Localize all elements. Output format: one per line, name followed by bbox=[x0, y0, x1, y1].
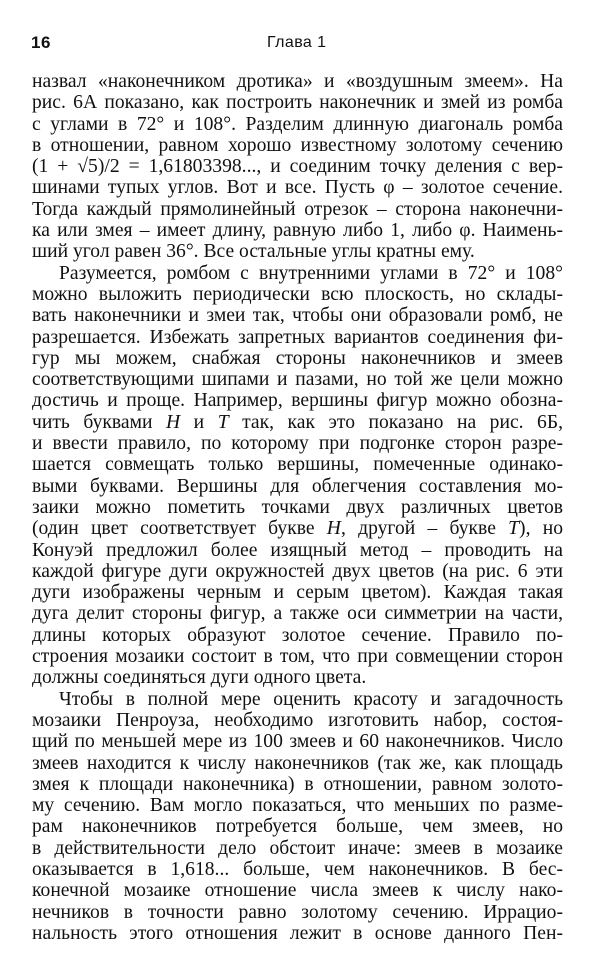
text-line: должны соединяться дуги одного цвета. bbox=[32, 667, 367, 689]
text-line: каждой фигуре дуги окружностей двух цветов (на рис. 6 эти bbox=[32, 560, 563, 582]
text-line: конечной мозаике отношение числа змеев к числу нако- bbox=[32, 880, 563, 902]
paragraph-1 bbox=[32, 71, 563, 263]
text-line: достичь и проще. Например, вершины фигур можно обозна- bbox=[32, 390, 563, 412]
text-line: Тогда каждый прямолинейный отрезок – сторона наконечни- bbox=[32, 198, 563, 220]
text-line: змея к площади наконечника) в отношении, равном золото- bbox=[32, 773, 563, 795]
text-line: длины которых образуют золотое сечение. Правило по- bbox=[32, 624, 563, 646]
paragraph-3 bbox=[32, 689, 563, 945]
text-line: рам наконечников потребуется больше, чем змеев, но bbox=[32, 816, 563, 838]
text-line: в отношении, равном хорошо известному золотому сечению bbox=[32, 134, 563, 156]
text-line: можно выложить периодически всю плоскость, но склады- bbox=[32, 283, 563, 305]
text-line: назвал «наконечником дротика» и «воздушным змеем». На bbox=[32, 71, 563, 92]
text-line: чить буквами H и T так, как это показано на рис. 6Б, bbox=[32, 411, 564, 433]
page-number: 16 bbox=[31, 33, 51, 52]
text-line: строения мозаики состоит в том, что при совмещении сторон bbox=[32, 646, 563, 668]
text-line: рис. 6А показано, как построить наконечник и змей из ромба bbox=[32, 92, 563, 114]
text-line: Чтобы в полной мере оценить красоту и загадочность bbox=[59, 688, 563, 710]
text-line: в действительности дело обстоит иначе: змеев в мозаике bbox=[32, 837, 563, 859]
running-head bbox=[31, 33, 563, 55]
text-line: (один цвет соответствует букве H, другой – букве T), но bbox=[32, 518, 563, 540]
text-line: нальность этого отношения лежит в основе данного Пен- bbox=[32, 922, 563, 944]
text-line: дуга делит стороны фигур, а также оси симметрии на части, bbox=[32, 603, 563, 625]
text-line-formula: (1 + √5)/2 = 1,61803398..., и соединим точку деления с вер- bbox=[32, 156, 563, 178]
text-line: Конуэй предложил более изящный метод – проводить на bbox=[32, 539, 563, 561]
chapter-title: Глава 1 bbox=[267, 34, 327, 51]
body-text bbox=[32, 71, 563, 944]
text-line: шается совмещать только вершины, помеченные одинако- bbox=[32, 454, 563, 476]
text-line: заики можно пометить точками двух различных цветов bbox=[32, 496, 563, 518]
variable-letter: T bbox=[508, 518, 520, 540]
text-line: гур мы можем, снабжая стороны наконечников и змеев bbox=[32, 347, 563, 369]
variable-letter: H bbox=[166, 411, 181, 433]
text-line: выми буквами. Вершины для облегчения составления мо- bbox=[32, 475, 563, 497]
text-line: Разумеется, ромбом с внутренними углами в 72° и 108° bbox=[59, 262, 563, 284]
text-line: вать наконечники и змеи так, чтобы они образовали ромб, не bbox=[32, 305, 563, 327]
text-line: дуги изображены черным и серым цветом). Каждая такая bbox=[32, 582, 563, 604]
text-line: ший угол равен 36°. Все остальные углы кратны ему. bbox=[32, 241, 475, 263]
text-line: му сечению. Вам могло показаться, что меньших по разме- bbox=[32, 795, 563, 817]
text-line: нечников в точности равно золотому сечению. Иррацио- bbox=[32, 901, 563, 923]
variable-letter: T bbox=[217, 411, 229, 433]
text-line: ка или змея – имеет длину, равную либо 1, либо φ. Наимень- bbox=[32, 220, 563, 242]
text-line: змеев находится к числу наконечников (так же, как площадь bbox=[32, 752, 563, 774]
text-line: с углами в 72° и 108°. Разделим длинную диагональ ромба bbox=[32, 113, 563, 135]
text-line: оказывается в 1,618... больше, чем наконечников. В бес- bbox=[32, 858, 563, 880]
text-line: мозаики Пенроуза, необходимо изготовить набор, состоя- bbox=[32, 709, 563, 731]
text-line: щий по меньшей мере из 100 змеев и 60 наконечников. Число bbox=[32, 731, 563, 753]
text-line: соответствующими шипами и пазами, но той же цели можно bbox=[32, 369, 563, 391]
paragraph-2 bbox=[32, 263, 563, 689]
text-line: разрешается. Избежать запретных вариантов соединения фи- bbox=[32, 326, 563, 348]
variable-letter: H bbox=[326, 518, 341, 540]
text-line: шинами тупых углов. Вот и все. Пусть φ – золотое сечение. bbox=[32, 177, 563, 199]
text-line: и ввести правило, по которому при подгонке сторон разре- bbox=[32, 433, 563, 455]
